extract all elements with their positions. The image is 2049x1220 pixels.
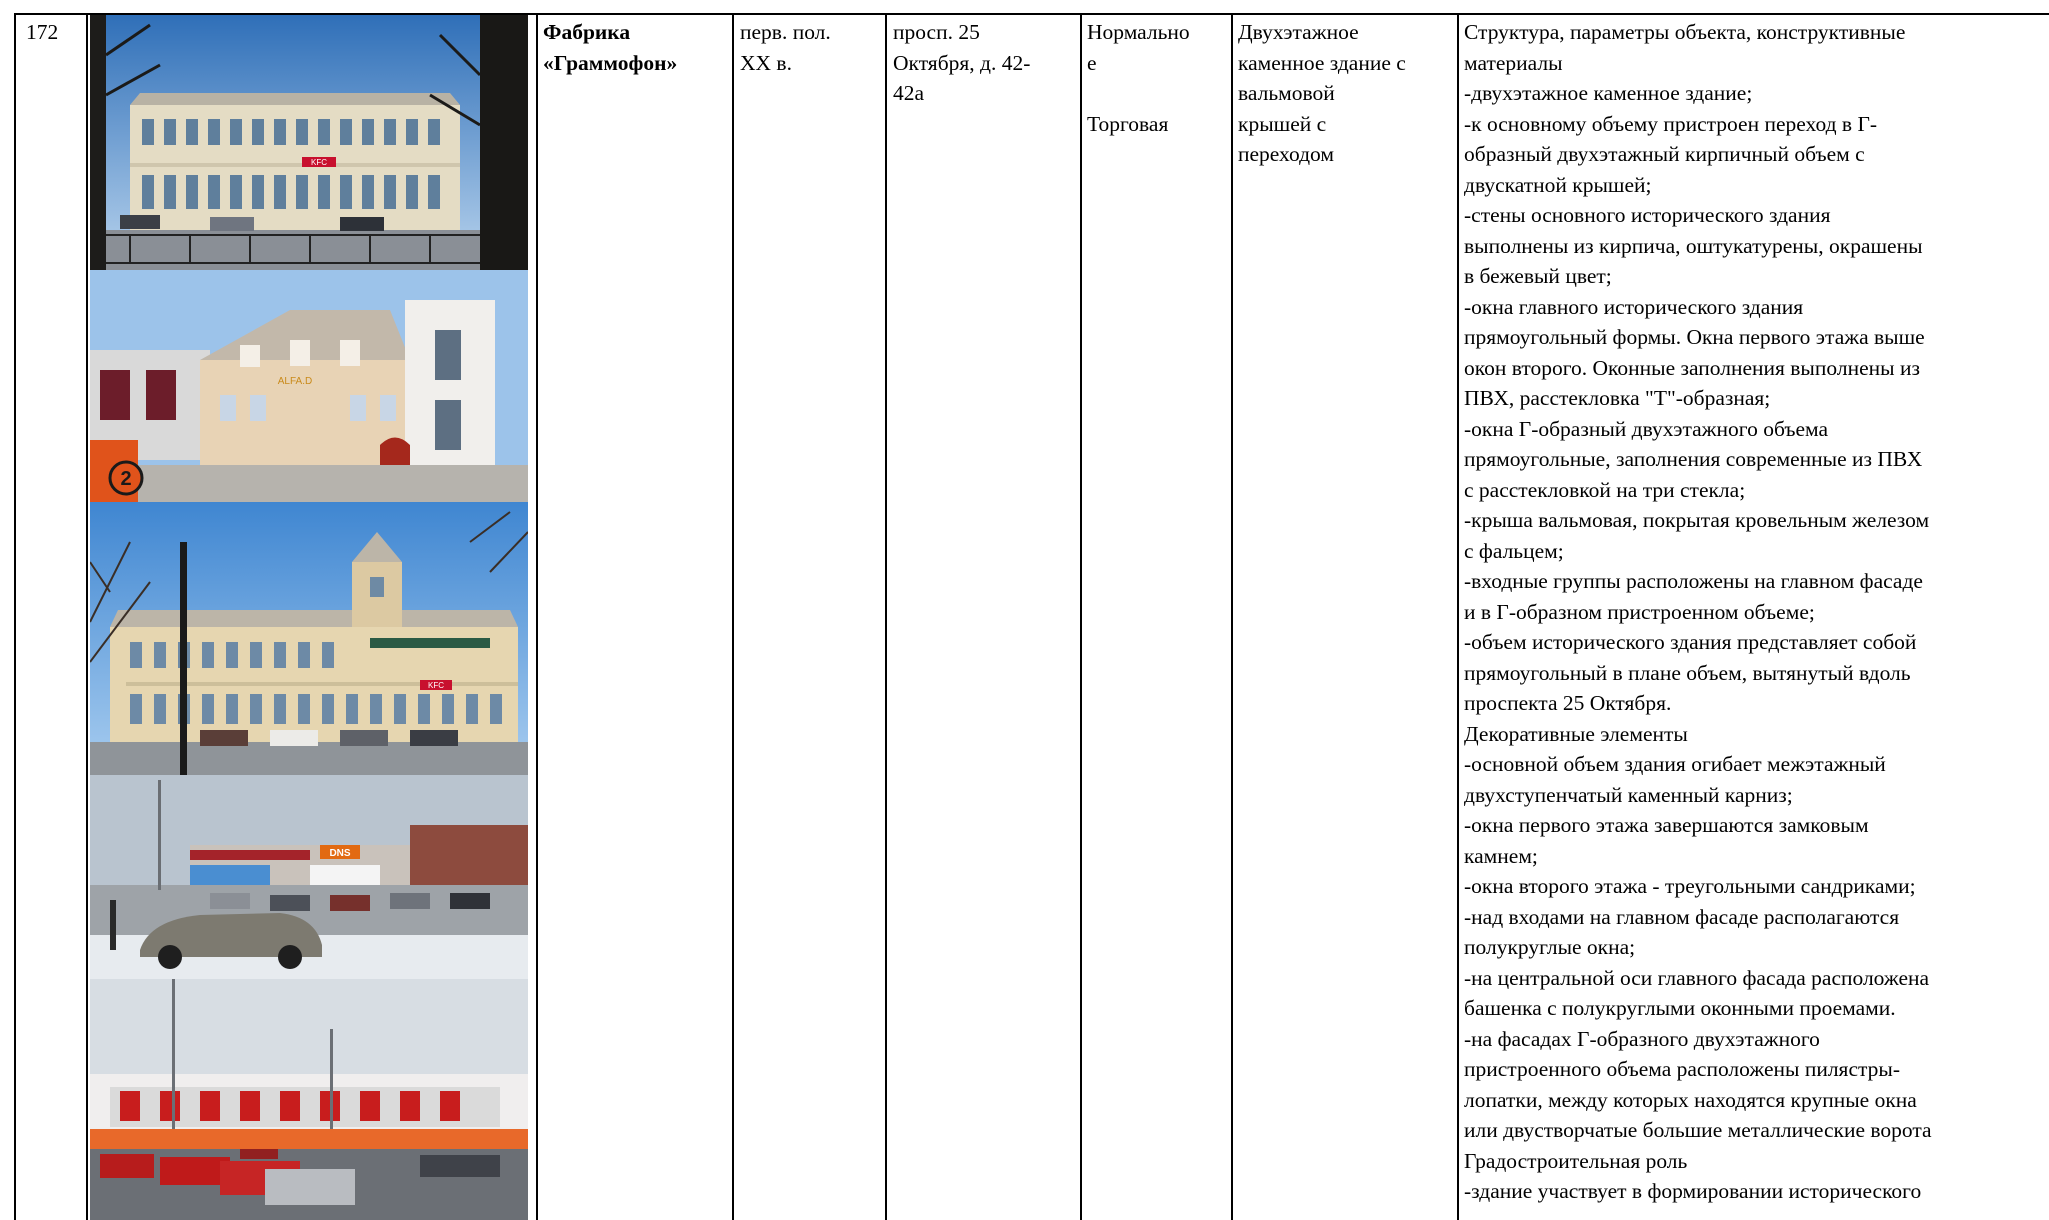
- description-line: -над входами на главном фасаде располагаются: [1464, 904, 1900, 929]
- column-border: [1457, 13, 1459, 1220]
- description-line: башенка с полукруглыми оконными проемами.: [1464, 996, 1896, 1020]
- description-line: полукруглые окна;: [1464, 935, 1636, 959]
- description-line: -стены основного исторического здания: [1464, 203, 1831, 227]
- photo-historic-facade: [90, 15, 528, 270]
- description-line: прямоугольный в плане объем, вытянутый вдоль: [1464, 660, 1911, 685]
- description-line: окон второго. Оконные заполнения выполнены из: [1464, 355, 1920, 380]
- description-line: проспекта 25 Октября.: [1464, 691, 1672, 715]
- column-border: [1080, 13, 1082, 1220]
- photo-parking-view: [90, 979, 528, 1220]
- construction-date: перв. пол. XX в.: [740, 20, 831, 75]
- description-line: Структура, параметры объекта, конструктивные: [1464, 20, 1906, 44]
- description-line: -окна Г-образный двухэтажного объема: [1464, 416, 1829, 441]
- description-line: -к основному объему пристроен переход в Г-: [1464, 111, 1878, 136]
- description-line: образный двухэтажный кирпичный объем с: [1464, 142, 1865, 166]
- description-line: Декоративные элементы: [1464, 721, 1688, 746]
- description-line: Градостроительная роль: [1464, 1148, 1688, 1173]
- description-line: пристроенного объема расположены пилястры-: [1464, 1057, 1901, 1081]
- description-line: -окна первого этажа завершаются замковым: [1464, 813, 1869, 837]
- description-line: двускатной крышей;: [1464, 172, 1652, 197]
- description-line: -здание участвует в формировании исторического: [1464, 1179, 1922, 1203]
- dns-sign: DNS: [329, 848, 351, 859]
- description-line: двухступенчатый каменный карниз;: [1464, 782, 1793, 807]
- object-condition: Нормально е Торговая: [1087, 20, 1190, 136]
- description-line: -крыша вальмовая, покрытая кровельным железом: [1464, 508, 1930, 532]
- description-line: прямоугольный формы. Окна первого этажа выше: [1464, 325, 1925, 349]
- description-line: -на фасадах Г-образного двухэтажного: [1464, 1026, 1820, 1051]
- description-line: лопатки, между которых находятся крупные окна: [1464, 1087, 1917, 1112]
- column-border: [1231, 13, 1233, 1220]
- kfc-sign: KFC: [311, 158, 327, 167]
- row-number: 172: [26, 20, 59, 44]
- object-address: просп. 25 Октября, д. 42- 42а: [893, 20, 1031, 105]
- description-line: материалы: [1464, 50, 1563, 75]
- description-line: с фальцем;: [1464, 538, 1564, 563]
- column-border: [732, 13, 734, 1220]
- description-line: ПВХ, расстекловка "Т"-образная;: [1464, 386, 1771, 410]
- photo-side-facade: [90, 270, 528, 502]
- object-name: Фабрика «Граммофон»: [543, 20, 678, 75]
- description-line: -основной объем здания огибает межэтажный: [1464, 752, 1886, 776]
- description-line: -объем исторического здания представляет собой: [1464, 630, 1917, 654]
- building-type: Двухэтажное каменное здание с вальмовой крышей с переходом: [1238, 20, 1406, 166]
- photo-tower-facade: [90, 502, 528, 775]
- badge-number: 2: [120, 468, 132, 490]
- description-line: с расстекловкой на три стекла;: [1464, 477, 1746, 502]
- column-border: [885, 13, 887, 1220]
- description-line: -окна второго этажа - треугольными сандриками;: [1464, 874, 1916, 898]
- column-border: [14, 13, 16, 1220]
- description-line: -двухэтажное каменное здание;: [1464, 81, 1753, 105]
- description-line: выполнены из кирпича, оштукатурены, окрашены: [1464, 233, 1923, 258]
- alfa-sign: ALFA.D: [277, 376, 313, 387]
- kfc-sign: KFC: [428, 681, 444, 690]
- description-line: -на центральной оси главного фасада расположена: [1464, 965, 1930, 990]
- column-border: [536, 13, 538, 1220]
- description-line: в бежевый цвет;: [1464, 264, 1612, 288]
- description-line: камнем;: [1464, 843, 1538, 868]
- photo-shopping-center: [90, 775, 528, 979]
- object-description: [1464, 17, 2049, 1207]
- description-line: -окна главного исторического здания: [1464, 294, 1804, 319]
- description-line: и в Г-образном пристроенном объеме;: [1464, 599, 1815, 624]
- description-line: или двустворчатые большие металлические ворота: [1464, 1118, 1932, 1142]
- column-border: [86, 13, 88, 1220]
- description-line: прямоугольные, заполнения современные из ПВХ: [1464, 447, 1923, 471]
- description-line: -входные группы расположены на главном фасаде: [1464, 569, 1923, 593]
